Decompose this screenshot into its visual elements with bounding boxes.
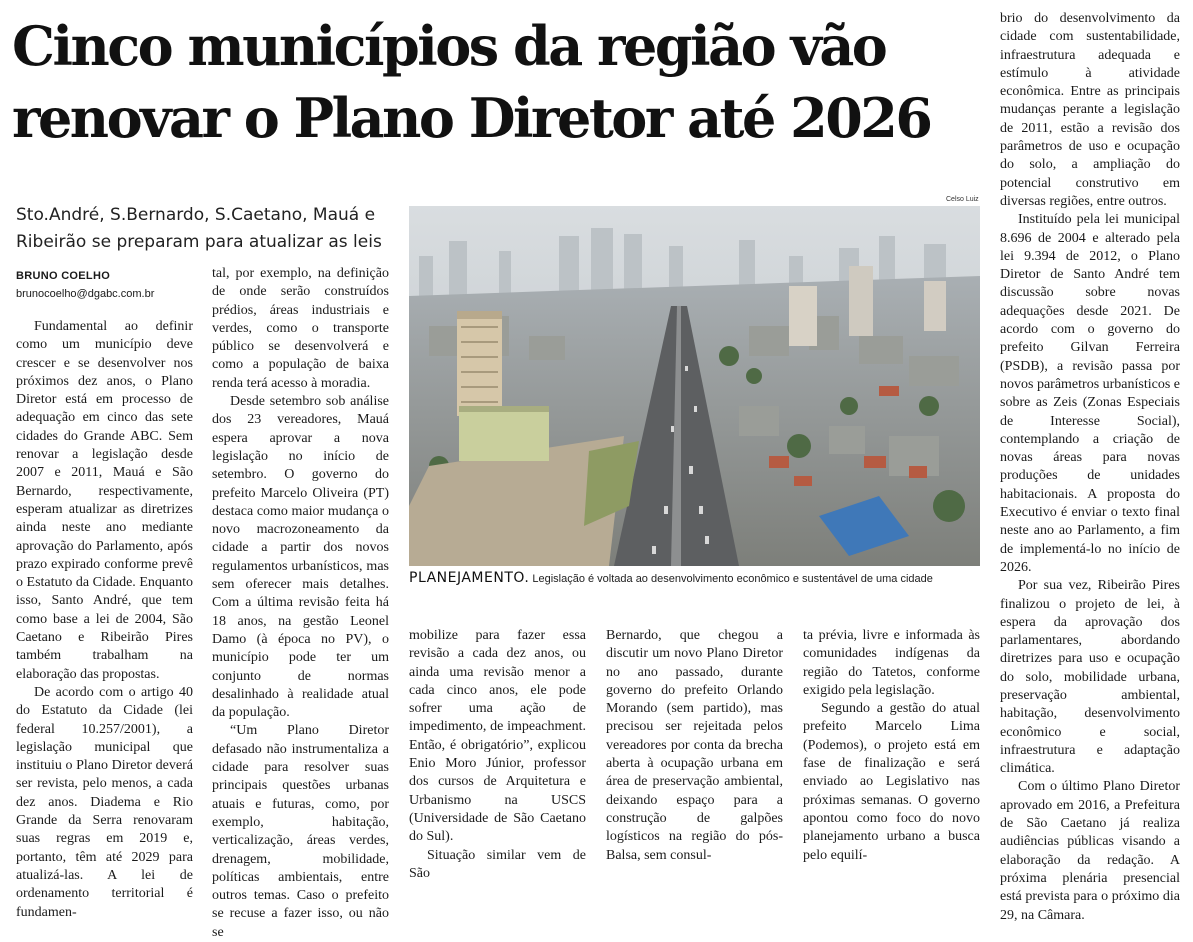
caption-kicker: PLANEJAMENTO. [409,570,530,586]
paragraph: Instituído pela lei municipal 8.696 de 2004 e alterado pela lei 9.394 de 2012, o Plano Diretor de Santo André tem discussão sobre novas adequações desde 2021. De acordo com o governo do prefeito Gilvan Ferreira (PSDB), a revisão passa por novos parâmetros urbanísticos e sobre as Zeis (Zonas Especiais de Interesse Social), contemplando a criação de novas áreas para novas produções de unidades habitacionais. A proposta do Executivo é enviar o texto final neste ano ao Parlamento, a fim de implementá-lo no início de 2026. [1000,212,1181,575]
photo-caption [409,570,984,586]
paragraph: Desde setembro sob análise dos 23 vereadores, Mauá espera aprovar a nova legislação no início de setembro. O governo do prefeito Marcelo Oliveira (PT) destaca como maior mudança o novo macrozoneamento da cidade a partir dos novos regulamentos urbanísticos, mas sem oferecer mais detalhes. Com a última revisão feita há 18 anos, na gestão Leonel Damo (à época no PV), o município pode ter um conjunto de normas desalinhado à realidade atual da população. [212,394,389,721]
paragraph: De acordo com o artigo 40 do Estatuto da Cidade (lei federal 10.257/2001), a legislação municipal que instituiu o Plano Diretor deverá ser revista, pelo menos, a cada dez anos. Diadema e Rio Grande da Serra renovaram suas regras em 2019 e, portanto, têm até 2029 para atualizá-las. A lei de ordenamento territorial é fundamen- [16,684,193,920]
article-column-3 [409,627,586,881]
paragraph: mobilize para fazer essa revisão a cada dez anos, ou ainda uma revisão menor a cada cinco anos, ele pode sofrer uma ação de impedimento, de impeachment. Então, é obrigatório”, explicou Enio Moro Júnior, professor dos cursos de Arquitetura e Urbanismo na USCS (Universidade de São Caetano do Sul). [409,628,586,845]
aerial-city-illustration [409,206,980,566]
paragraph: Segundo a gestão do atual prefeito Marcelo Lima (Podemos), o projeto está em fase de finalização e será enviado ao Legislativo nas próximas semanas. O governo apontou como foco do novo planejamento urbano a busca pelo equilí- [803,701,980,863]
deck-subtitle: Sto.André, S.Bernardo, S.Caetano, Mauá e Ribeirão se preparam para atualizar as leis [16,205,382,252]
article-column-2 [212,265,389,940]
paragraph: Bernardo, que chegou a discutir um novo Plano Diretor no ano passado, durante governo do prefeito Orlando Morando (sem partido), mas precisou ser rejeitada pelos vereadores por conta da brecha aberta à ocupação urbana em área de preservação ambiental, deixando espaço para a construção de galpões logísticos na região do pós-Balsa, sem consul- [606,628,783,863]
photo-credit: Celso Luiz [946,196,979,203]
paragraph: Situação similar vem de São [409,847,586,881]
byline-email[interactable]: brunocoelho@dgabc.com.br [16,288,155,300]
aerial-city-photo [409,206,980,566]
article-column-4 [606,627,783,863]
headline: Cinco municípios da região vão renovar o Plano Diretor até 2026 [12,14,931,150]
article-column-6 [1000,10,1181,923]
paragraph: brio do desenvolvimento da cidade com sustentabilidade, infraestrutura adequada e estímulo à atividade econômica. Entre as principais mudanças perante a legislação de 2011, estão a revisão dos parâmetros de uso e ocupação do solo, a ampliação do potencial construtivo em diversas regiões, entre outros. [1000,11,1180,209]
article-column-5 [803,627,980,863]
paragraph: tal, por exemplo, na definição de onde serão construídos prédios, áreas industriais e verdes, como o transporte público se desenvolverá e como a população de baixa renda terá acesso à moradia. [212,266,389,391]
caption-text: Legislação é voltada ao desenvolvimento econômico e sustentável de uma cidade [532,573,933,585]
article-column-1 [16,318,193,920]
paragraph: Fundamental ao definir como um município deve crescer e se desenvolver nos próximos dez anos, o Plano Diretor está em processo de adequação em cinco das sete cidades do Grande ABC. Sem renovar a legislação desde 2007 e 2011, Mauá e São Bernardo, respectivamente, esperam atualizar as diretrizes ainda neste ano mediante aprovação do Parlamento, após prazo expirado conforme prevê o Estatuto da Cidade. Enquanto isso, Santo André, que tem como base a lei de 2004, São Caetano e Ribeirão Pires também trabalham na elaboração das propostas. [16,319,193,682]
paragraph: ta prévia, livre e informada às comunidades indígenas da região do Tatetos, conforme exigido pela legislação. [803,628,980,698]
paragraph: Por sua vez, Ribeirão Pires finalizou o projeto de lei, à espera da aprovação dos parlamentares, abordando diretrizes para uso e ocupação do solo, mobilidade urbana, preservação ambiental, habitação, desenvolvimento econômico e social, infraestrutura e adaptação climática. [1000,578,1180,777]
paragraph: Com o último Plano Diretor aprovado em 2016, a Prefeitura de São Caetano já realiza audiências públicas visando a elaboração da redação. A próxima plenária presencial está prevista para o próximo dia 29, na Câmara. [1000,779,1180,923]
byline-author: BRUNO COELHO [16,270,111,282]
paragraph: “Um Plano Diretor defasado não instrumentaliza a cidade para resolver suas principais questões urbanas atuais e futuras, como, por exemplo, habitação, verticalização, áreas verdes, drenagem, mobilidade, políticas ambientais, entre outros temas. Caso o prefeito se recuse a fazer isso, ou não se [212,723,389,940]
